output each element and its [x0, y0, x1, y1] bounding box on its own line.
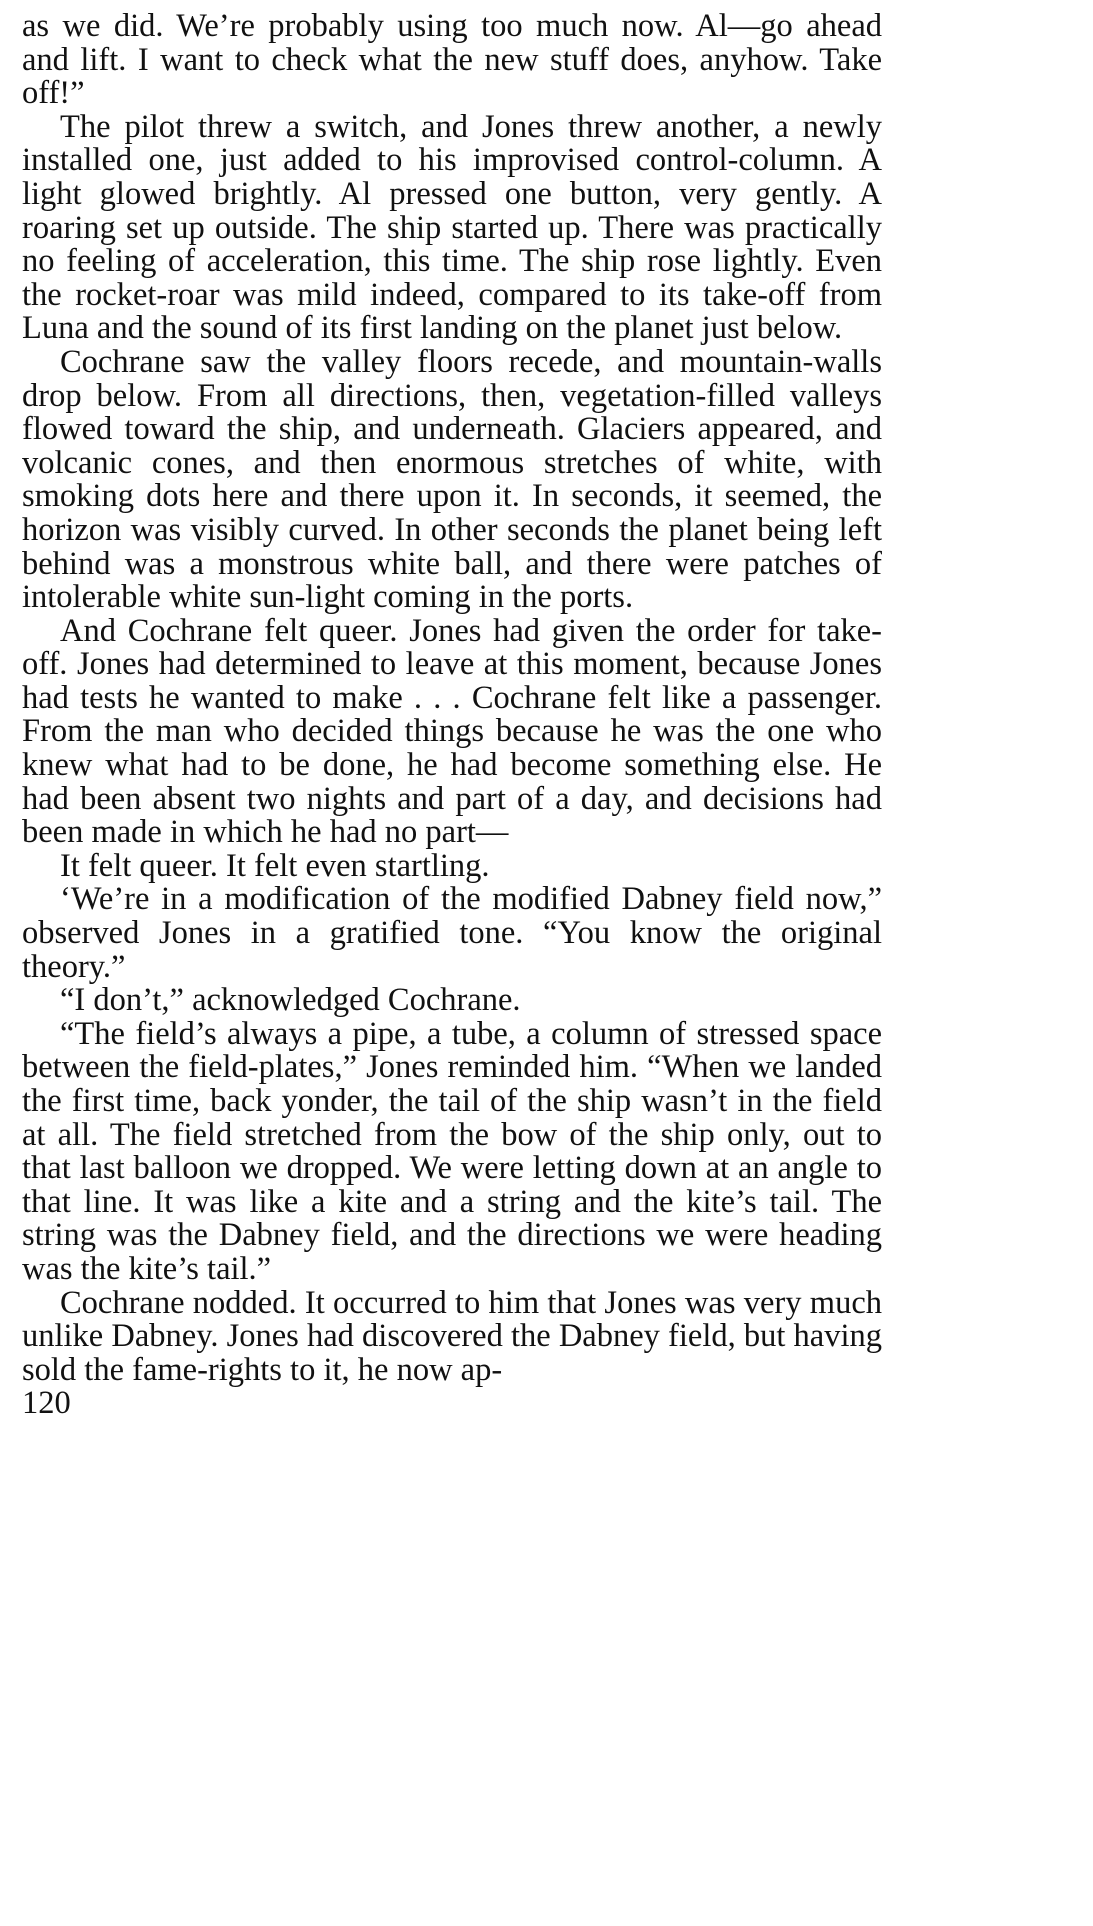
paragraph-startling: It felt queer. It felt even startling.	[60, 847, 490, 884]
page-number: 120	[22, 1385, 71, 1422]
paragraph-acknowledged: “I don’t,” acknowledged Cochrane.	[60, 982, 521, 1019]
paragraph-ascent: Cochrane saw the valley floors recede, and mountain-walls drop below. From all directions, then, vegetation-filled valleys flowed toward the ship, and underneath. Glaciers appeared, and volcanic cones, and then enormous stretches of white, with smoking dots here and there upon it. In seconds, it seemed, the horizon was visibly curved. In other seconds the planet being left behind was a monstrous white ball, and there were patches of intolerable white sun-light coming in the ports.	[22, 343, 882, 616]
paragraph-cochrane-queer: And Cochrane felt queer. Jones had given the order for take-off. Jones had determined to leave at this moment, because Jones had tests he wanted to make . . . Cochrane felt like a passenger. From the man who decided things because he was the one who knew what had to be done, he had become something else. He had been absent two nights and part of a day, and decisions had been made in which he had no part—	[22, 612, 882, 851]
paragraph-cochrane-nodded: Cochrane nodded. It occurred to him that Jones was very much unlike Dabney. Jones had discovered the Dabney field, but having sold the fame-rights to it, he now ap-	[22, 1284, 882, 1388]
book-page	[22, 10, 882, 1421]
paragraph-takeoff: The pilot threw a switch, and Jones threw another, a newly installed one, just added to his improvised control-column. A light glowed brightly. Al pressed one button, very gently. A roaring set up outside. The ship started up. There was practically no feeling of acceleration, this time. The ship rose lightly. Even the rocket-roar was mild indeed, compared to its take-off from Luna and the sound of its first landing on the planet just below.	[22, 108, 882, 347]
paragraph-dabney-modification: ‘We’re in a modification of the modified Dabney field now,” observed Jones in a gratified tone. “You know the original theory.”	[22, 881, 882, 985]
paragraph-continuation: as we did. We’re probably using too much now. Al—go ahead and lift. I want to check what the new stuff does, anyhow. Take off!”	[22, 8, 882, 112]
paragraph-field-pipe: “The field’s always a pipe, a tube, a column of stressed space between the field-plates,” Jones reminded him. “When we landed the first time, back yonder, the tail of the ship wasn’t in the field at all. The field stretched from the bow of the ship only, out to that last balloon we dropped. We were letting down at an angle to that line. It was like a kite and a string and the kite’s tail. The string was the Dabney field, and the directions we were heading was the kite’s tail.”	[22, 1015, 882, 1287]
